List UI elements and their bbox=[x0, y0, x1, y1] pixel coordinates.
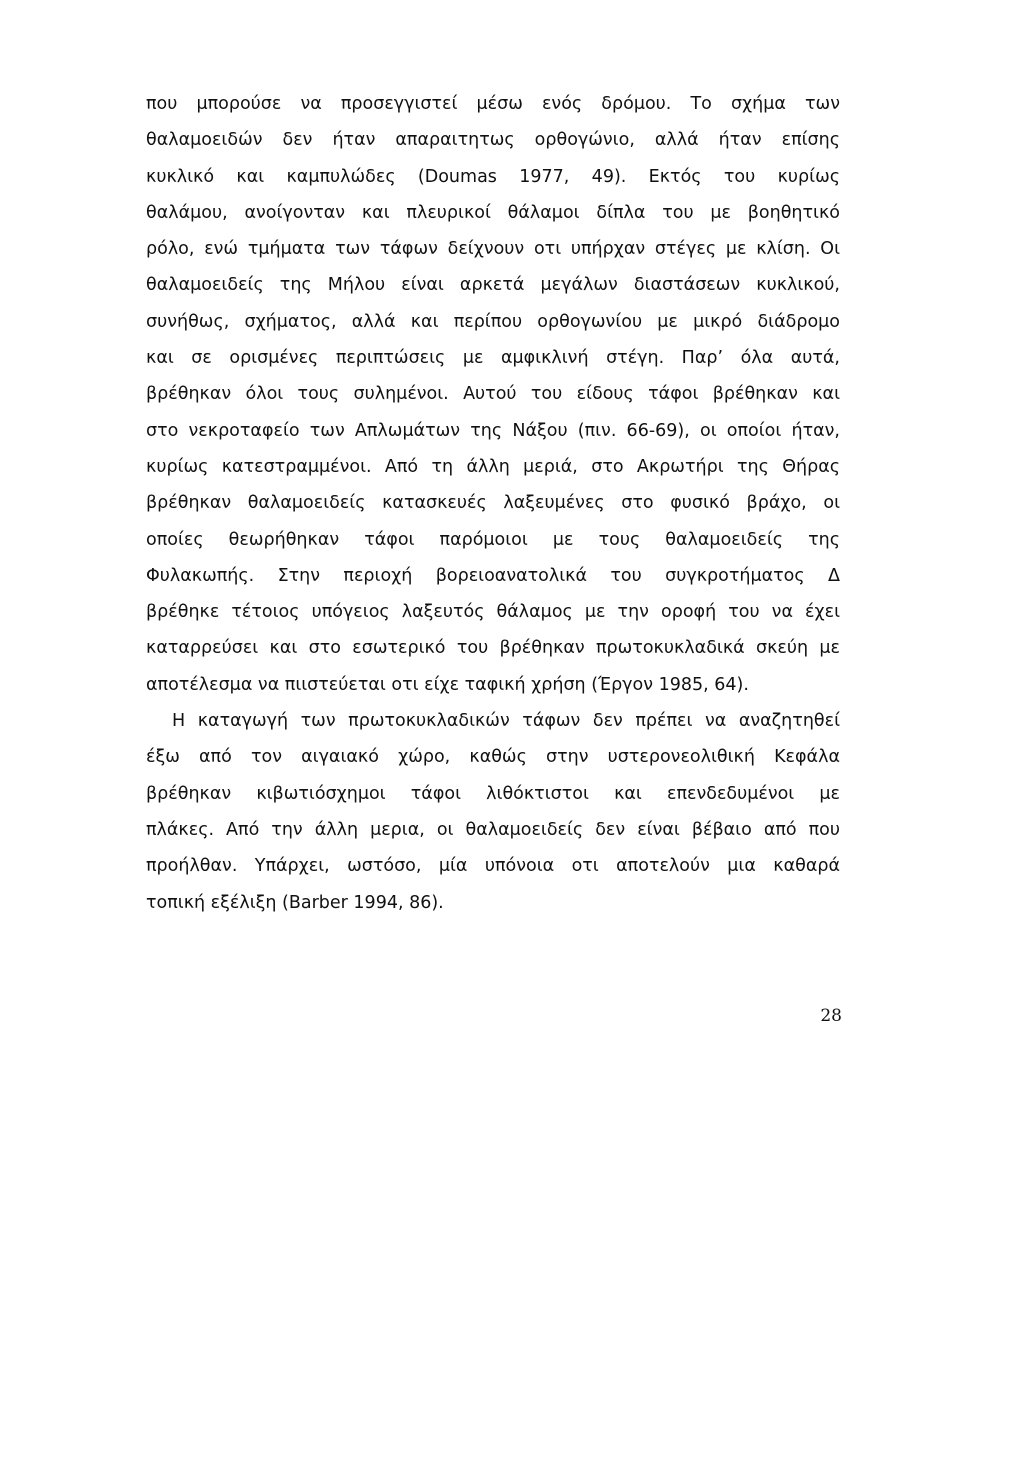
text-line: βρέθηκαν όλοι τους συλημένοι. Αυτού του είδους τάφοι βρέθηκαν και bbox=[146, 384, 840, 405]
body-text bbox=[146, 86, 840, 921]
paragraph-first-line: Η καταγωγή των πρωτοκυκλαδικών τάφων δεν πρέπει να αναζητηθεί bbox=[172, 711, 840, 732]
text-line: που μπορούσε να προσεγγιστεί μέσω ενός δρόμου. Το σχήμα των bbox=[146, 94, 840, 114]
text-line: αποτέλεσμα να πιιστεύεται οτι είχε ταφική χρήση (Έργον 1985, 64). bbox=[146, 674, 749, 695]
text-line: έξω από τον αιγαιακό χώρο, καθώς στην υστερονεολιθική Κεφάλα bbox=[146, 747, 840, 768]
text-line: συνήθως, σχήματος, αλλά και περίπου ορθογωνίου με μικρό διάδρομο bbox=[146, 311, 840, 332]
text-line: βρέθηκαν κιβωτιόσχημοι τάφοι λιθόκτιστοι και επενδεδυμένοι με bbox=[146, 783, 840, 804]
text-line: θαλαμοειδών δεν ήταν απαραιτητως ορθογώνιο, αλλά ήταν επίσης bbox=[146, 130, 840, 151]
text-line: θαλάμου, ανοίγονταν και πλευρικοί θάλαμοι δίπλα του με βοηθητικό bbox=[146, 202, 840, 223]
text-line: κυρίως κατεστραμμένοι. Από τη άλλη μεριά, στο Ακρωτήρι της Θήρας bbox=[146, 456, 840, 477]
text-line: βρέθηκε τέτοιος υπόγειος λαξευτός θάλαμος με την οροφή του να έχει bbox=[146, 602, 840, 623]
text-line: και σε ορισμένες περιπτώσεις με αμφικλινή στέγη. Παρ’ όλα αυτά, bbox=[146, 348, 840, 369]
text-line: στο νεκροταφείο των Απλωμάτων της Νάξου (πιν. 66-69), οι οποίοι ήταν, bbox=[146, 420, 840, 441]
text-line: προήλθαν. Υπάρχει, ωστόσο, μία υπόνοια οτι αποτελούν μια καθαρά bbox=[146, 856, 840, 877]
text-line: βρέθηκαν θαλαμοειδείς κατασκευές λαξευμένες στο φυσικό βράχο, οι bbox=[146, 493, 840, 514]
text-line: τοπική εξέλιξη (Barber 1994, 86). bbox=[146, 892, 444, 913]
text-line: πλάκες. Από την άλλη μερια, οι θαλαμοειδείς δεν είναι βέβαιο από που bbox=[146, 819, 840, 840]
text-line: καταρρεύσει και στο εσωτερικό του βρέθηκαν πρωτοκυκλαδικά σκεύη με bbox=[146, 638, 840, 659]
text-line: οποίες θεωρήθηκαν τάφοι παρόμοιοι με τους θαλαμοειδείς της bbox=[146, 529, 840, 550]
page-number: 28 bbox=[820, 1006, 842, 1026]
text-line: Φυλακωπής. Στην περιοχή βορειοανατολικά του συγκροτήματος Δ bbox=[146, 565, 840, 586]
text-line: κυκλικό και καμπυλώδες (Doumas 1977, 49). Εκτός του κυρίως bbox=[146, 166, 840, 187]
text-line: θαλαμοειδείς της Μήλου είναι αρκετά μεγάλων διαστάσεων κυκλικού, bbox=[146, 275, 840, 296]
text-line: ρόλο, ενώ τμήματα των τάφων δείχνουν οτι υπήρχαν στέγες με κλίση. Οι bbox=[146, 239, 840, 260]
